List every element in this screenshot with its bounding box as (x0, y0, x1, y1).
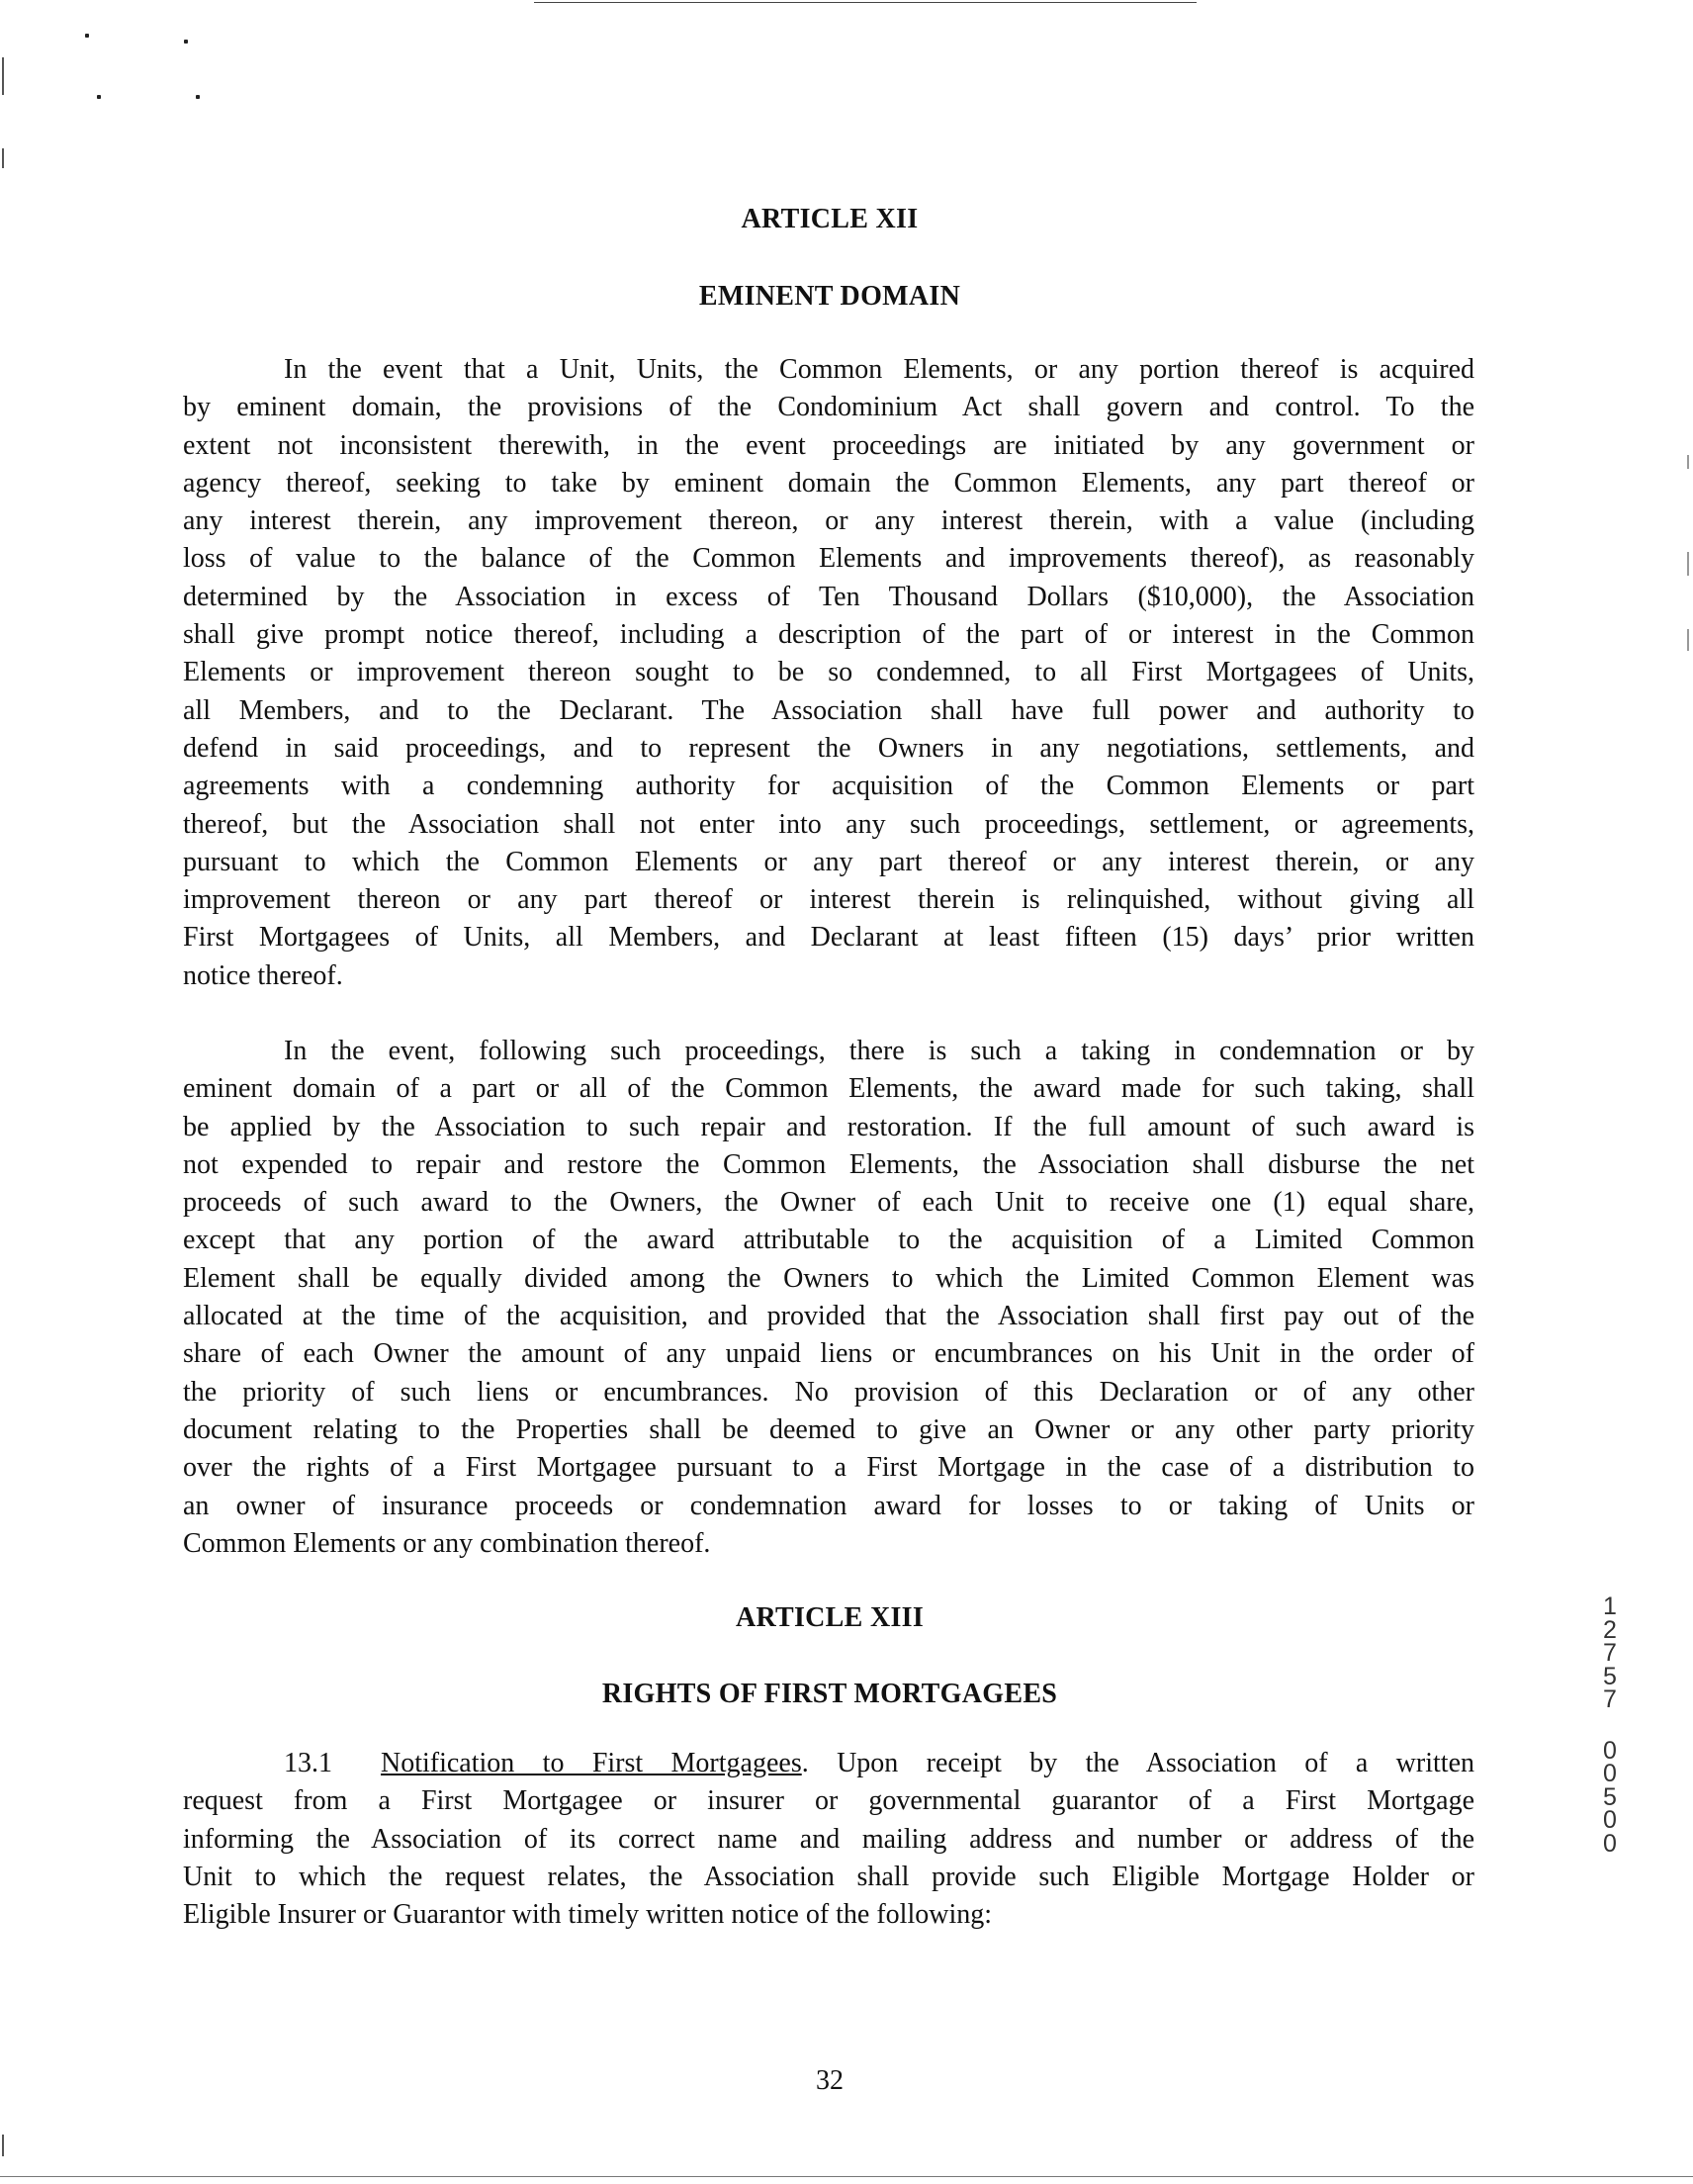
article-12-paragraph-2 (183, 1033, 1474, 1563)
stamp-digit: 7 (1603, 1685, 1617, 1713)
scan-edge-mark (2, 57, 4, 95)
text-line: proceeds of such award to the Owners, the Owner of each Unit to receive one (1) equal share, (183, 1187, 1474, 1219)
text-line: an owner of insurance proceeds or condemnation award for losses to or taking of Units or (183, 1490, 1474, 1521)
section-13-1-first-line (183, 1745, 1474, 1782)
scan-edge-mark (1687, 455, 1689, 469)
stamp-digit: 0 (1603, 1806, 1617, 1834)
text-line: determined by the Association in excess of Ten Thousand Dollars ($10,000), the Association (183, 581, 1474, 612)
section-number: 13.1 (284, 1748, 332, 1778)
text-line: pursuant to which the Common Elements or any part thereof or any interest therein, or any (183, 846, 1474, 877)
text-line: In the event that a Unit, Units, the Common Elements, or any portion thereof is acquired (284, 354, 1474, 385)
stamp-digit: 0 (1603, 1760, 1617, 1787)
margin-recording-stamp (1596, 1592, 1624, 1858)
text-line: agreements with a condemning authority for acquisition of the Common Elements or part (183, 771, 1474, 802)
scan-speck (97, 95, 101, 99)
text-line: defend in said proceedings, and to represent the Owners in any negotiations, settlements, and (183, 732, 1474, 764)
scan-edge-mark (1687, 552, 1689, 576)
text-line: Elements or improvement thereon sought to be so condemned, to all First Mortgagees of Units, (183, 657, 1474, 688)
article-12-paragraph-1 (183, 351, 1474, 995)
scan-top-line (534, 2, 1197, 3)
text-line: agency thereof, seeking to take by eminent domain the Common Elements, any part thereof or (183, 467, 1474, 499)
article-13-subtitle: RIGHTS OF FIRST MORTGAGEES (601, 1679, 1058, 1709)
text-line: Common Elements or any combination thereof. (183, 1527, 711, 1559)
text-line: First Mortgagees of Units, all Members, and Declarant at least fifteen (15) days’ prior written (183, 922, 1474, 954)
section-13-1 (183, 1745, 1474, 1934)
text-line: allocated at the time of the acquisition, and provided that the Association shall first pay out of the (183, 1301, 1474, 1332)
stamp-digit: 0 (1603, 1829, 1617, 1858)
text-line: Eligible Insurer or Guarantor with timely written notice of the following: (183, 1899, 993, 1931)
section-heading: Notification to First Mortgagees (381, 1748, 802, 1778)
page-number: 32 (816, 2065, 844, 2096)
text-line: except that any portion of the award attributable to the acquisition of a Limited Common (183, 1225, 1474, 1256)
text-line: loss of value to the balance of the Common Elements and improvements thereof), as reasonably (183, 543, 1474, 575)
text-line: document relating to the Properties shall be deemed to give an Owner or any other party priority (183, 1413, 1474, 1445)
text-line: all Members, and to the Declarant. The Association shall have full power and authority to (183, 694, 1474, 726)
text-line: shall give prompt notice thereof, including a description of the part of or interest in the Common (183, 619, 1474, 651)
text-line: by eminent domain, the provisions of the Condominium Act shall govern and control. To the (183, 392, 1474, 423)
scan-edge-mark (2, 148, 4, 168)
stamp-gap (1596, 1712, 1624, 1740)
text-line: extent not inconsistent therewith, in the event proceedings are initiated by any government or (183, 429, 1474, 461)
text-line: any interest therein, any improvement thereon, or any interest therein, with a value (including (183, 505, 1474, 537)
stamp-digit: 7 (1603, 1639, 1617, 1667)
text-line: informing the Association of its correct name and mailing address and number or address of the (183, 1823, 1474, 1855)
stamp-digit: 2 (1603, 1615, 1617, 1644)
text-line: In the event, following such proceedings, there is such a taking in condemnation or by (284, 1036, 1474, 1066)
text-line: the priority of such liens or encumbrances. No provision of this Declaration or of any other (183, 1376, 1474, 1408)
scan-speck (196, 95, 200, 99)
text-line: over the rights of a First Mortgagee pursuant to a First Mortgage in the case of a distribution to (183, 1452, 1474, 1484)
text-line: notice thereof. (183, 959, 343, 991)
scan-speck (184, 40, 188, 44)
scan-edge-mark (2, 2135, 4, 2156)
text-line: Element shall be equally divided among the Owners to which the Limited Common Element was (183, 1262, 1474, 1294)
stamp-digit: 0 (1603, 1736, 1617, 1765)
text-line: eminent domain of a part or all of the Common Elements, the award made for such taking, shall (183, 1073, 1474, 1105)
article-13-title: ARTICLE XIII (735, 1602, 925, 1633)
article-12-subtitle: EMINENT DOMAIN (698, 281, 961, 312)
text-line: share of each Owner the amount of any unpaid liens or encumbrances on his Unit in the order of (183, 1338, 1474, 1370)
text-line: improvement thereon or any part thereof or interest therein is relinquished, without giving all (183, 884, 1474, 916)
text-line: Unit to which the request relates, the Association shall provide such Eligible Mortgage Holder or (183, 1861, 1474, 1892)
stamp-digit: 1 (1603, 1592, 1617, 1620)
scan-speck (85, 34, 89, 38)
section-first-line-text: . Upon receipt by the Association of a written (801, 1748, 1474, 1778)
text-line: thereof, but the Association shall not enter into any such proceedings, settlement, or agreements, (183, 808, 1474, 840)
text-line: request from a First Mortgagee or insurer or governmental guarantor of a First Mortgage (183, 1785, 1474, 1817)
stamp-digit: 5 (1603, 1782, 1617, 1811)
scan-edge-mark (1687, 629, 1689, 651)
stamp-digit: 5 (1603, 1662, 1617, 1690)
text-line: be applied by the Association to such repair and restoration. If the full amount of such award is (183, 1111, 1474, 1142)
article-12-title: ARTICLE XII (741, 204, 919, 234)
text-line: not expended to repair and restore the Common Elements, the Association shall disburse the net (183, 1148, 1474, 1180)
scan-bottom-line (0, 2176, 1693, 2177)
